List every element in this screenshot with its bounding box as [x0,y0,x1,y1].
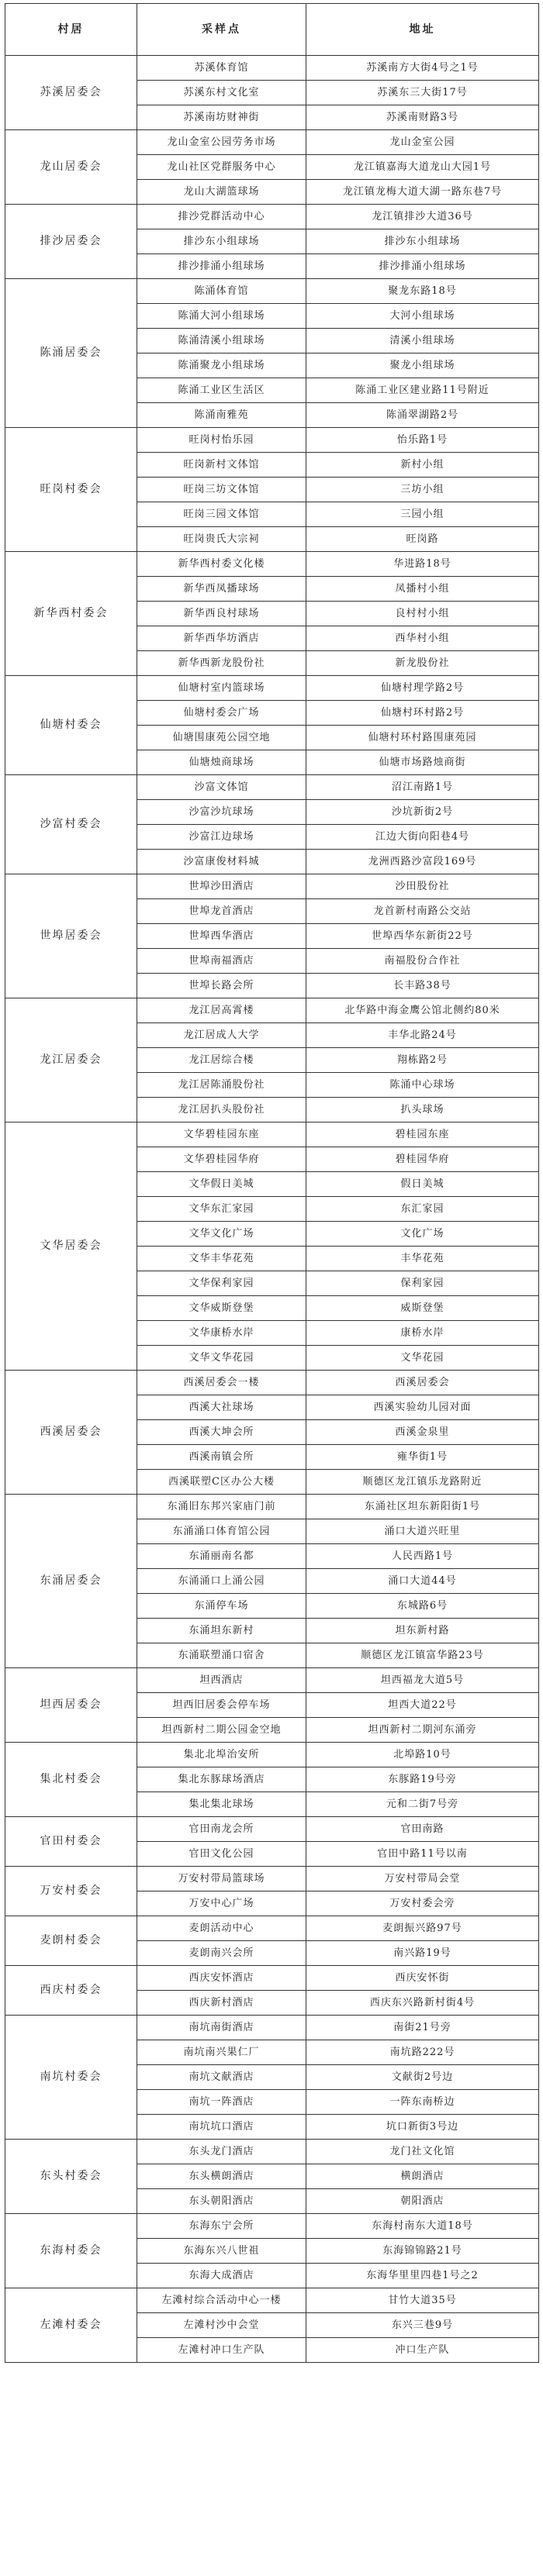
site-cell: 东头龙门酒店 [137,2140,306,2164]
site-cell: 文华碧桂园东座 [137,1122,306,1147]
village-cell: 麦朗村委会 [5,1916,137,1966]
site-cell: 万安村带局篮球场 [137,1867,306,1891]
site-cell: 仙塘村委会广场 [137,701,306,726]
site-cell: 西溪大坤会所 [137,1420,306,1445]
address-cell: 西溪居委会 [306,1371,539,1395]
table-row [5,1867,539,1891]
site-cell: 沙富江边球场 [137,825,306,850]
site-cell: 西溪联塑C区办公大楼 [137,1470,306,1495]
site-cell: 陈涌聚龙小组球场 [137,353,306,378]
site-cell: 世埠南福酒店 [137,949,306,974]
address-cell: 官田中路11号以南 [306,1842,539,1867]
site-cell: 南坑坑口酒店 [137,2115,306,2140]
site-cell: 仙塘村室内篮球场 [137,676,306,701]
address-cell: 西溪金泉里 [306,1420,539,1445]
site-cell: 左滩村冲口生产队 [137,2338,306,2363]
address-cell: 涌口大道兴旺里 [306,1519,539,1544]
village-cell: 世埠居委会 [5,874,137,998]
village-cell: 苏溪居委会 [5,56,137,130]
address-cell: 康桥水岸 [306,1321,539,1346]
site-cell: 文华文华花园 [137,1346,306,1371]
site-cell: 陈涌清溪小组球场 [137,329,306,353]
village-cell: 东头村委会 [5,2140,137,2214]
address-cell: 沙坑新街2号 [306,800,539,825]
village-cell: 官田村委会 [5,1817,137,1867]
site-cell: 苏溪东村文化室 [137,81,306,105]
header-row [5,4,539,56]
address-cell: 龙门社文化馆 [306,2140,539,2164]
address-cell: 翔栋路2号 [306,1048,539,1073]
site-cell: 仙塘围康苑公园空地 [137,726,306,750]
table-row [5,428,539,453]
site-cell: 沙富文体馆 [137,775,306,800]
site-cell: 东涌坦东新村 [137,1619,306,1643]
table-row [5,1495,539,1519]
address-cell: 仙塘村环村路围康苑园 [306,726,539,750]
address-cell: 江边大街向阳巷4号 [306,825,539,850]
address-cell: 龙洲西路沙富段169号 [306,850,539,874]
site-cell: 世埠长路会所 [137,974,306,998]
site-cell: 东头横朗酒店 [137,2164,306,2189]
table-row [5,775,539,800]
site-cell: 排沙排涌小组球场 [137,254,306,279]
address-cell: 龙江镇排沙大道36号 [306,205,539,229]
village-cell: 东涌居委会 [5,1495,137,1668]
address-cell: 保利家园 [306,1271,539,1296]
address-cell: 东汇家园 [306,1197,539,1222]
site-cell: 西庆新村酒店 [137,1991,306,2016]
site-cell: 集北北埠治安所 [137,1743,306,1767]
village-cell: 左滩村委会 [5,2288,137,2363]
address-cell: 西庆东兴路新村街4号 [306,1991,539,2016]
site-cell: 文华丰华花苑 [137,1247,306,1271]
village-cell: 龙山居委会 [5,130,137,205]
address-cell: 顺德区龙江镇富华路23号 [306,1643,539,1668]
address-cell: 沼江南路1号 [306,775,539,800]
address-cell: 沙田股份社 [306,874,539,899]
site-cell: 龙山社区党群服务中心 [137,155,306,180]
address-cell: 南兴路19号 [306,1941,539,1966]
site-cell: 新华西华坊酒店 [137,626,306,651]
site-cell: 旺岗贵氏大宗祠 [137,527,306,552]
address-cell: 苏溪南方大街4号之1号 [306,56,539,81]
header-village: 村居 [5,4,137,56]
village-cell: 万安村委会 [5,1867,137,1916]
table-row [5,2016,539,2040]
site-cell: 麦朗南兴会所 [137,1941,306,1966]
site-cell: 新华西新龙股份社 [137,651,306,676]
address-cell: 涌口大道44号 [306,1569,539,1594]
address-cell: 聚龙东路18号 [306,279,539,304]
address-cell: 万安村带局会堂 [306,1867,539,1891]
address-cell: 碧桂园东座 [306,1122,539,1147]
table-row [5,2288,539,2313]
address-cell: 冲口生产队 [306,2338,539,2363]
sampling-sites-table [5,3,539,2363]
address-cell: 横朗酒店 [306,2164,539,2189]
site-cell: 陈涌大河小组球场 [137,304,306,329]
site-cell: 集北东豚球场酒店 [137,1767,306,1792]
address-cell: 文华花园 [306,1346,539,1371]
site-cell: 苏溪南坊财神街 [137,105,306,130]
address-cell: 旺岗路 [306,527,539,552]
site-cell: 新华西村委文化楼 [137,552,306,577]
site-cell: 东涌丽南名都 [137,1544,306,1569]
village-cell: 西溪居委会 [5,1371,137,1495]
site-cell: 龙江居陈涌股份社 [137,1073,306,1098]
site-cell: 西庆安怀酒店 [137,1966,306,1991]
table-body [5,56,539,2363]
address-cell: 一阵东南桥边 [306,2090,539,2115]
site-cell: 东涌涌口体育馆公园 [137,1519,306,1544]
address-cell: 碧桂园华府 [306,1147,539,1172]
site-cell: 世埠西华酒店 [137,924,306,949]
address-cell: 排沙排涌小组球场 [306,254,539,279]
site-cell: 南坑南兴果仁厂 [137,2040,306,2065]
address-cell: 凤播村小组 [306,577,539,602]
table-row [5,56,539,81]
table-row [5,874,539,899]
header-site: 采样点 [137,4,306,56]
address-cell: 仙塘市场路烛商街 [306,750,539,775]
village-cell: 排沙居委会 [5,205,137,279]
address-cell: 清溪小组球场 [306,329,539,353]
address-cell: 东兴三巷9号 [306,2313,539,2338]
address-cell: 西庆安怀街 [306,1966,539,1991]
table-row [5,676,539,701]
address-cell: 新龙股份社 [306,651,539,676]
site-cell: 新华西凤播球场 [137,577,306,602]
table-row [5,1668,539,1693]
address-cell: 龙首新村南路公交站 [306,899,539,924]
site-cell: 东海大成酒店 [137,2264,306,2288]
site-cell: 南坑南街酒店 [137,2016,306,2040]
site-cell: 旺岗村怡乐园 [137,428,306,453]
site-cell: 万安中心广场 [137,1891,306,1916]
address-cell: 苏溪东三大街17号 [306,81,539,105]
site-cell: 龙江居扒头股份社 [137,1098,306,1122]
address-cell: 三坊小组 [306,478,539,502]
address-cell: 华进路18号 [306,552,539,577]
site-cell: 龙江居高霄楼 [137,998,306,1023]
address-cell: 东海锦锦路21号 [306,2239,539,2264]
site-cell: 世埠沙田酒店 [137,874,306,899]
address-cell: 南街21号旁 [306,2016,539,2040]
table-row [5,998,539,1023]
table-row [5,1743,539,1767]
village-cell: 新华西村委会 [5,552,137,676]
site-cell: 文华碧桂园华府 [137,1147,306,1172]
address-cell: 南福股份合作社 [306,949,539,974]
site-cell: 东涌联塑涌口宿舍 [137,1643,306,1668]
site-cell: 官田南龙会所 [137,1817,306,1842]
table-row [5,1966,539,1991]
address-cell: 官田南路 [306,1817,539,1842]
address-cell: 陈涌工业区建业路11号附近 [306,378,539,403]
address-cell: 丰华北路24号 [306,1023,539,1048]
address-cell: 怡乐路1号 [306,428,539,453]
address-cell: 西华村小组 [306,626,539,651]
village-cell: 沙富村委会 [5,775,137,874]
address-cell: 东豚路19号旁 [306,1767,539,1792]
site-cell: 陈涌工业区生活区 [137,378,306,403]
address-cell: 雍华街1号 [306,1445,539,1470]
site-cell: 文华威斯登堡 [137,1296,306,1321]
site-cell: 文华文化广场 [137,1222,306,1247]
village-cell: 陈涌居委会 [5,279,137,428]
table-row [5,1817,539,1842]
address-cell: 坑口新街3号边 [306,2115,539,2140]
address-cell: 丰华花苑 [306,1247,539,1271]
address-cell: 甘竹大道35号 [306,2288,539,2313]
site-cell: 沙富康俊材料城 [137,850,306,874]
table-row [5,1122,539,1147]
address-cell: 新村小组 [306,453,539,478]
site-cell: 龙江居成人大学 [137,1023,306,1048]
village-cell: 南坑村委会 [5,2016,137,2140]
site-cell: 龙江居综合楼 [137,1048,306,1073]
address-cell: 聚龙小组球场 [306,353,539,378]
table-row [5,130,539,155]
address-cell: 仙塘村理学路2号 [306,676,539,701]
village-cell: 龙江居委会 [5,998,137,1122]
address-cell: 陈涌中心球场 [306,1073,539,1098]
site-cell: 坦西酒店 [137,1668,306,1693]
site-cell: 东海东宁会所 [137,2214,306,2239]
table-row [5,205,539,229]
site-cell: 旺岗三坊文体馆 [137,478,306,502]
address-cell: 龙山金室公园 [306,130,539,155]
address-cell: 排沙东小组球场 [306,229,539,254]
table-row [5,1916,539,1941]
site-cell: 西溪居委会一楼 [137,1371,306,1395]
table-row [5,279,539,304]
table-row [5,1371,539,1395]
site-cell: 南坑一阵酒店 [137,2090,306,2115]
site-cell: 麦朗活动中心 [137,1916,306,1941]
address-cell: 三园小组 [306,502,539,527]
site-cell: 旺岗三园文体馆 [137,502,306,527]
site-cell: 文华假日美城 [137,1172,306,1197]
site-cell: 集北集北球场 [137,1792,306,1817]
address-cell: 世埠西华东新街22号 [306,924,539,949]
address-cell: 北埠路10号 [306,1743,539,1767]
site-cell: 沙富沙坑球场 [137,800,306,825]
address-cell: 扒头球场 [306,1098,539,1122]
site-cell: 世埠龙首酒店 [137,899,306,924]
address-cell: 仙塘村环村路2号 [306,701,539,726]
address-cell: 元和二街7号旁 [306,1792,539,1817]
address-cell: 东海华里里四巷1号之2 [306,2264,539,2288]
village-cell: 仙塘村委会 [5,676,137,775]
village-cell: 旺岗村委会 [5,428,137,552]
address-cell: 东海村南东大道18号 [306,2214,539,2239]
address-cell: 朝阳酒店 [306,2189,539,2214]
address-cell: 北华路中海金鹰公馆北侧约80米 [306,998,539,1023]
village-cell: 集北村委会 [5,1743,137,1817]
site-cell: 东涌旧东邦兴家庙门前 [137,1495,306,1519]
site-cell: 仙塘烛商球场 [137,750,306,775]
site-cell: 陈涌体育馆 [137,279,306,304]
address-cell: 东城路6号 [306,1594,539,1619]
address-cell: 坦东新村路 [306,1619,539,1643]
header-address: 地址 [306,4,539,56]
village-cell: 坦西居委会 [5,1668,137,1743]
site-cell: 左滩村沙中会堂 [137,2313,306,2338]
address-cell: 东涌社区坦东新阳街1号 [306,1495,539,1519]
site-cell: 文华康桥水岸 [137,1321,306,1346]
site-cell: 东涌停车场 [137,1594,306,1619]
address-cell: 万安村委会旁 [306,1891,539,1916]
address-cell: 麦朗振兴路97号 [306,1916,539,1941]
site-cell: 排沙党群活动中心 [137,205,306,229]
village-cell: 文华居委会 [5,1122,137,1371]
address-cell: 文献街2号边 [306,2065,539,2090]
address-cell: 坦西新村二期河东涌旁 [306,1718,539,1743]
site-cell: 龙山金室公园劳务市场 [137,130,306,155]
address-cell: 假日美城 [306,1172,539,1197]
address-cell: 大河小组球场 [306,304,539,329]
address-cell: 陈涌翠湖路2号 [306,403,539,428]
site-cell: 坦西新村二期公园金空地 [137,1718,306,1743]
site-cell: 左滩村综合活动中心一楼 [137,2288,306,2313]
address-cell: 坦西福龙大道5号 [306,1668,539,1693]
site-cell: 排沙东小组球场 [137,229,306,254]
address-cell: 龙江镇嘉海大道龙山大园1号 [306,155,539,180]
address-cell: 坦西大道22号 [306,1693,539,1718]
table-row [5,552,539,577]
site-cell: 文华保利家园 [137,1271,306,1296]
site-cell: 文华东汇家园 [137,1197,306,1222]
site-cell: 龙山大湖篮球场 [137,180,306,205]
table-row [5,2140,539,2164]
site-cell: 旺岗新村文体馆 [137,453,306,478]
site-cell: 坦西旧居委会停车场 [137,1693,306,1718]
address-cell: 文化广场 [306,1222,539,1247]
site-cell: 苏溪体育馆 [137,56,306,81]
site-cell: 东头朝阳酒店 [137,2189,306,2214]
site-cell: 东涌涌口上涌公园 [137,1569,306,1594]
site-cell: 南坑文献酒店 [137,2065,306,2090]
address-cell: 威斯登堡 [306,1296,539,1321]
site-cell: 陈涌南雅苑 [137,403,306,428]
site-cell: 西溪大社球场 [137,1395,306,1420]
address-cell: 良村村小组 [306,602,539,626]
address-cell: 西溪实验幼儿园对面 [306,1395,539,1420]
table-row [5,2214,539,2239]
village-cell: 西庆村委会 [5,1966,137,2016]
address-cell: 长丰路38号 [306,974,539,998]
site-cell: 西溪南镇会所 [137,1445,306,1470]
address-cell: 顺德区龙江镇乐龙路附近 [306,1470,539,1495]
address-cell: 龙江镇龙梅大道大湖一路东巷7号 [306,180,539,205]
site-cell: 新华西良村球场 [137,602,306,626]
address-cell: 苏溪南财路3号 [306,105,539,130]
address-cell: 人民西路1号 [306,1544,539,1569]
village-cell: 东海村委会 [5,2214,137,2288]
address-cell: 南坑路222号 [306,2040,539,2065]
site-cell: 官田文化公园 [137,1842,306,1867]
site-cell: 东海东兴八世祖 [137,2239,306,2264]
